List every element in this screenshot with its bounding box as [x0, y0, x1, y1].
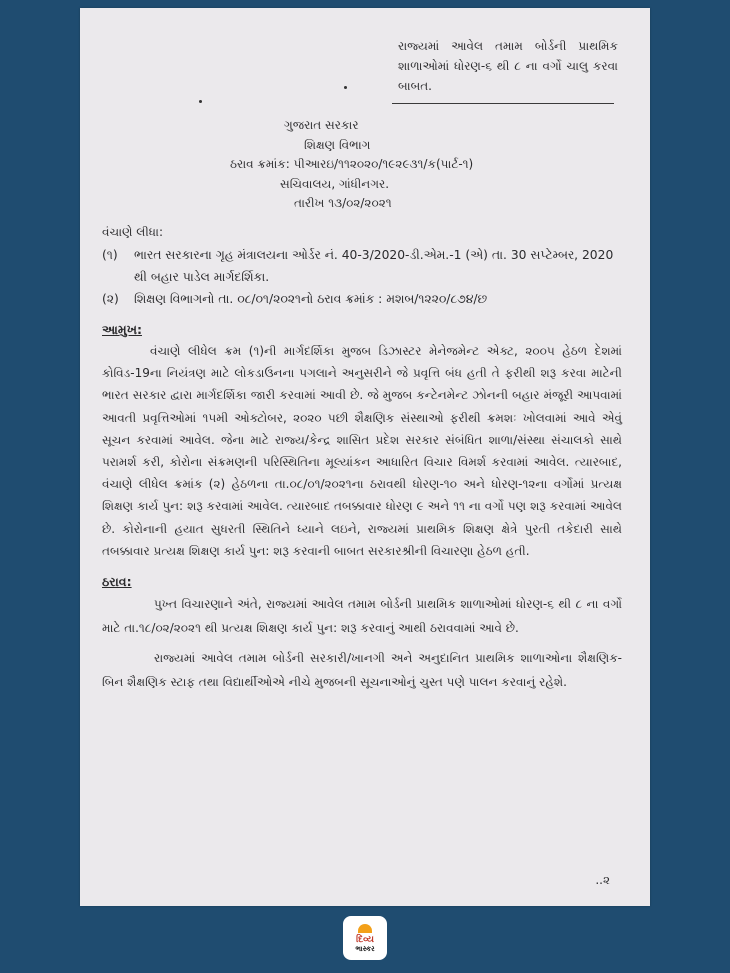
sun-icon	[358, 924, 372, 933]
subject-underline	[392, 103, 614, 104]
resolution-paragraph: પુખ્ત વિચારણાને અંતે, રાજ્યમાં આવેલ તમામ બોર્ડની પ્રાથમિક શાળાઓમાં ધોરણ-૬ થી ૮ ના વર્ગો માટે તા.૧૮/૦૨/૨૦૨૧ થી પ્રત્યક્ષ શિક્ષણ કાર્ય પુન: શરૂ કરવાનું આથી ઠરાવવામાં આવે છે.	[102, 597, 622, 636]
scan-speck	[344, 86, 347, 89]
logo-text: ભાસ્કર	[355, 944, 375, 953]
preamble-paragraph: વંચાણે લીધેલ ક્રમ (૧)ની માર્ગદર્શિકા મુજબ ડિઝાસ્ટર મેનેજમેન્ટ એક્ટ, ૨૦૦૫ હેઠળ દેશમાં કોવિડ-19ના નિયંત્રણ માટે લોકડાઉનના પગલાને અનુસરીને જે પ્રવૃત્તિ બંધ હતી તે ફરીથી શરૂ કરવા માટેની ભારત સરકાર દ્વારા માર્ગદર્શિકા જારી કરવામાં આવી છે. જે મુજબ કન્ટેનમેન્ટ ઝોનની બહાર મંજૂરી આપવામાં આવતી પ્રવૃત્તિઓમાં ૧૫મી ઓક્ટોબર, ૨૦૨૦ પછી શૈક્ષણિક સંસ્થાઓ ફરીથી ક્રમશઃ ખોલવામાં આવે એવું સૂચન કરવામાં આવેલ. જેના માટે રાજ્ય/કેન્દ્ર શાસિત પ્રદેશ સરકાર સંબંધિત શાળા/સંસ્થા સંચાલકો સાથે પરામર્શ કરી, કોરોના સંક્રમણની પરિસ્થિતિના મૂલ્યાંકન આધારિત વિચાર વિમર્શ કરવામાં આવેલ. ત્યારબાદ, વંચાણે લીધેલ ક્રમાંક (૨) હેઠળના તા.૦૮/૦૧/૨૦૨૧ના ઠરાવથી ધોરણ-૧૦ અને ધોરણ-૧૨ના વર્ગોમાં પ્રત્યક્ષ શિક્ષણ કાર્ય પુન: શરૂ કરવામાં આવેલ. ત્યારબાદ તબક્કાવાર ધોરણ ૯ અને ૧૧ ના વર્ગો પણ શરૂ કરવામાં આવેલ છે. કોરોનાની હયાત સુધરતી સ્થિતિને ધ્યાને લઇને, રાજ્યમાં પ્રાથમિક શિક્ષણ ક્ષેત્રે પુરતી તકેદારી સાથે તબક્કાવાર પ્રત્યક્ષ શિક્ષણ કાર્ય પુન: શરૂ કરવાની બાબત સરકારશ્રીની વિચારણા હેઠળ હતી.	[102, 344, 622, 558]
resolution-number: ઠરાવ ક્રમાંક: પીઆરઇ/૧૧૨૦૨૦/૧૯૨૯૩૧/ક(પાર્ટ-૧)	[230, 157, 474, 171]
resolution-paragraph: રાજ્યમાં આવેલ તમામ બોર્ડની સરકારી/ખાનગી અને અનુદાનિત પ્રાથમિક શાળાઓના શૈક્ષણિક-બિન શૈક્ષણિક સ્ટાફ તથા વિદ્યાર્થીઓએ નીચે મુજબની સૂચનાઓનું ચુસ્ત પણે પાલન કરવાનું રહેશે.	[102, 651, 622, 690]
document-page	[80, 8, 650, 906]
reference-item	[102, 288, 622, 310]
page-number: ..૨	[595, 873, 610, 887]
subject-line: રાજ્યમાં આવેલ તમામ બોર્ડની પ્રાથમિક શાળાઓમાં ધોરણ-૬ થી ૮ ના વર્ગો ચાલુ કરવા બાબત.	[398, 39, 618, 93]
reference-item	[102, 244, 622, 288]
reference-number: (૨)	[102, 292, 119, 306]
document-body	[102, 222, 622, 694]
date: તારીખ ૧૩/૦૨/૨૦૨૧	[294, 196, 392, 210]
department-name: શિક્ષણ વિભાગ	[304, 137, 371, 152]
scan-speck	[199, 100, 202, 103]
resolution-title: ઠરાવ:	[102, 574, 132, 590]
government-name: ગુજરાત સરકાર	[284, 118, 359, 132]
preamble-title: આમુખ:	[102, 322, 142, 337]
reference-number: (૧)	[102, 248, 118, 262]
document-header	[230, 116, 590, 214]
divya-bhaskar-logo	[343, 916, 387, 960]
logo-text: દિવ્ય	[356, 934, 374, 945]
place: સચિવાલય, ગાંધીનગર.	[280, 176, 390, 191]
read-label: વંચાણે લીધા:	[102, 225, 163, 239]
reference-text: શિક્ષણ વિભાગનો તા. ૦૮/૦૧/૨૦૨૧નો ઠરાવ ક્રમાંક : મશબ/૧૨૨૦/૮૭૪/છ	[134, 292, 487, 306]
reference-text: ભારત સરકારના ગૃહ મંત્રાલયના ઓર્ડર નં. 40-3/2020-ડી.એમ.-1 (એ) તા. 30 સપ્ટેમ્બર, 2020 થી બહાર પાડેલ માર્ગદર્શિકા.	[134, 248, 614, 284]
